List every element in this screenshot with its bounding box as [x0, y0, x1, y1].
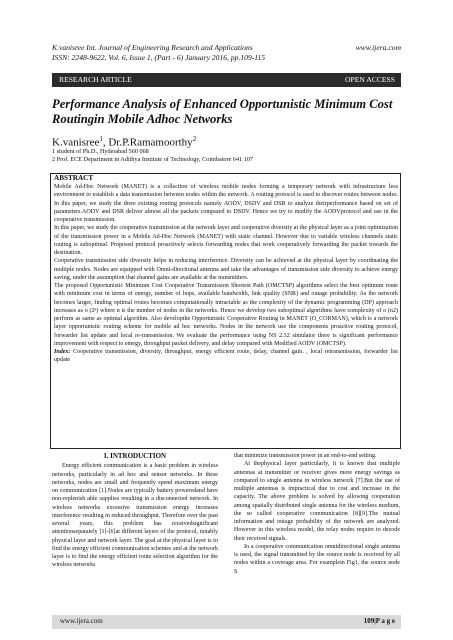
body-paragraph: Energy efficient communication is a basic problem in wireless networks, particularly in ad hoc and sensor networks. In these networks, nodes are small and frequently spend maximum energy on communication [1].Nodes are typically battery poweredand have non-replenish able supplies resulting in a disconnected network. In wireless networks excessive transmission energy increases interference resulting in reduced throughput. Therefore over the past several years, this problem has receivedsignificant attentionseparately [1]-[6]at different layers of the protocol, notably physical layer and network layer. The goal at the physical layer is to find the energy efficient communication schemes and at the network layer is to find the energy efficient route selection algorithm for the wireless networks — [52, 463, 218, 569]
journal-header — [52, 43, 265, 63]
affiliation-1: 1 student of Ph.D., Hyderabad 560 068 — [52, 148, 149, 155]
author-line — [52, 135, 196, 149]
journal-name: K.vanisree Int. Journal of Engineering Research and Applications — [52, 43, 253, 52]
page-footer — [52, 615, 401, 629]
research-article-label: RESEARCH ARTICLE — [59, 75, 132, 84]
journal-issn: ISSN: 2248-9622, Vol. 6, Issue 1, (Part - 6) January 2016, pp.109-115 — [52, 53, 266, 62]
affiliations — [52, 148, 253, 165]
index-text: Cooperative transmission, diversity, throughput, energy efficient route, delay, channel gain. , local retransmission, forwarder list update — [54, 349, 398, 364]
body-paragraph: At thephysical layer particularly, it is known that multiple antennas at transmitter or receiver gives more energy savings as compared to single antenna in wireless network [7].But the use of multiple antennas is impractical due to cost and increase in the capacity. The above problem is solved by allowing cooperation among spatially distributed single antenna for the wireless medium, the so called cooperative communication [8][9].The mutual information and outage probability of the network are analyzed. However in this wireless model, the relay nodes require to decode their received signals. — [234, 461, 400, 542]
abstract-paragraph: Mobile Ad-Hoc Network (MANET) is a collection of wireless mobile nodes forming a temporary network with infrastructure less environment to establish a data transmission between nodes within the network. A routing protocol is used to discover routes between nodes. In this paper, we study the three existing routing protocols namely AODV, DSDV and DSR to analyze theirperformance based on set of parameters.AODV and DSR deliver almost all the packets compared to DSDV. Hence we try to modify the AODVprotocol and use in the cooperative transmission. — [54, 184, 398, 223]
abstract-body — [54, 183, 398, 365]
article-banner — [52, 73, 401, 87]
abstract-paragraph: Cooperative transmission side diversity helps in reducing interference. Diversity can be achieved at the physical layer by coordinating the multiple nodes. Nodes are equipped with Omni-directional antenna and take the advantages of transmission side diversity to achieve energy saving, under the assumption that channel gains are available at the transmitters. — [54, 258, 398, 281]
paper-title: Performance Analysis of Enhanced Opportunistic Minimum Cost Routingin Mobile Adhoc Networks — [52, 97, 393, 126]
abstract-paragraph: The proposed Opportunistic Minimum Cost Cooperative Transmission Shortest Path (OMCTSP) algorithms select the best optimum route with minimum cost in terms of energy, number of hops, available bandwidth, link quality (SNR) and outage probability. As the network becomes larger, finding optimal routes becomes computationally intractable as the complexity of the dynamic programming (DP) approach increases as o (2ⁿ) where n is the number of nodes in the networks. Hence we develop two suboptimal algorithms have complexity of o (n2) perform as same as optimal algorithm. Also developthe Opportunistic Cooperative Routing in MANET (O_CORMAN), which is a network layer opportunistic routing scheme for mobile ad hoc networks. Nodes in the network use the components proactive routing protocol, forwarder list update and local re-transmission. We evaluate the performance using NS 2.32 simulator there is significant performance improvement with respect to energy, throughput packet delivery, and delay compared with Modified AODV (OMCTSP). — [54, 283, 398, 347]
body-column-right — [234, 452, 400, 576]
footer-site[interactable]: www.ijera.com — [60, 617, 103, 625]
body-paragraph: that minimize transmission power in an end-to-end setting. — [234, 453, 377, 459]
abstract-paragraph: In this paper, we study the cooperative transmission at the network layer and cooperative diversity at the physical layer as a joint optimization of the transmission power in a Mobile Ad-Hoc Network (MANET) with static channel. However due to variable wireless channels static routing is suboptimal. Proposed protocol proactively selects forwarding nodes that work cooperatively forwarding the packet towards the destination. — [54, 225, 398, 256]
author-2: Dr.P.Ramamoorthy — [108, 136, 193, 149]
author-1-sup: 1 — [99, 135, 103, 143]
author-1: K.vanisree — [52, 136, 100, 149]
journal-site[interactable]: www.ijera.com — [355, 43, 401, 52]
index-label: Index: — [54, 349, 71, 355]
section-heading: I. INTRODUCTION — [103, 452, 167, 460]
body-column-left — [52, 452, 218, 570]
author-separator: , — [102, 136, 109, 149]
affiliation-2: 2 Prof. ECE Department in Adithya Institute of Technology, Coimbatore 641 107 — [52, 156, 253, 164]
author-2-sup: 2 — [192, 135, 197, 143]
open-access-label: OPEN ACCESS — [344, 75, 395, 84]
index-terms — [54, 348, 398, 365]
body-paragraph: In a cooperative communication omnidirectional single antenna is used, the signal transmitted by the source node is received by all nodes within a coverage area. For examplein Fig1, the source node S — [234, 543, 400, 575]
page-number: 109|P a g e — [363, 617, 395, 625]
abstract-heading: ABSTRACT — [54, 174, 94, 182]
